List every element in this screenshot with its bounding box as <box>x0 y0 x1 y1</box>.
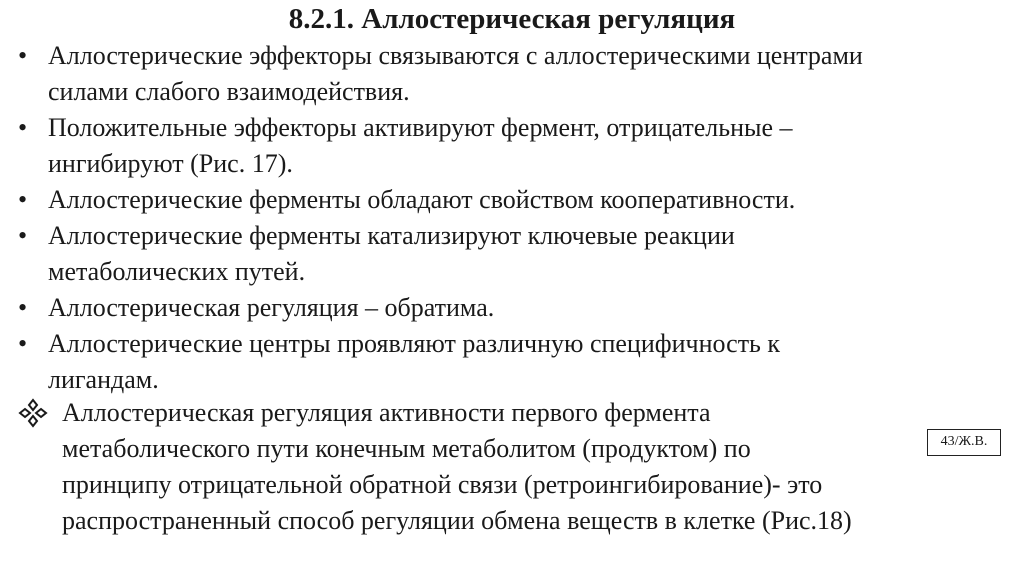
bullet-item-5 <box>0 290 1024 326</box>
bullet-line: силами слабого взаимодействия. <box>48 77 410 106</box>
diamond-line: принципу отрицательной обратной связи (ретроингибирование)- это <box>62 470 823 499</box>
diamond-line: метаболического пути конечным метаболитом (продуктом) по <box>62 434 751 463</box>
bullet-item-4 <box>0 218 1024 290</box>
diamond-line: распространенный способ регуляции обмена веществ в клетке (Рис.18) <box>62 506 852 535</box>
bullet-line: ингибируют (Рис. 17). <box>48 149 293 178</box>
diamond-bullet-item <box>0 395 1024 539</box>
bullet-marker: • <box>18 293 28 322</box>
bullet-item-2 <box>0 110 1024 182</box>
bullet-marker: • <box>18 41 28 70</box>
diamond-line: Аллостерическая регуляция активности первого фермента <box>62 398 711 427</box>
bullet-marker: • <box>18 113 28 142</box>
slide-title: 8.2.1. Аллостерическая регуляция <box>288 3 736 35</box>
bullet-marker: • <box>18 221 28 250</box>
bullet-line: Аллостерические центры проявляют различную специфичность к <box>48 329 781 358</box>
bullet-line: Аллостерические ферменты катализируют ключевые реакции <box>48 221 735 250</box>
bullet-marker: • <box>18 185 28 214</box>
bullet-item-6 <box>0 326 1024 398</box>
bullet-list <box>0 38 1024 398</box>
four-diamond-icon <box>18 398 48 428</box>
bullet-marker: • <box>18 329 28 358</box>
bullet-line: лигандам. <box>48 365 159 394</box>
bullet-item-1 <box>0 38 1024 110</box>
page-reference-box: 43/Ж.В. <box>927 429 1001 456</box>
bullet-line: метаболических путей. <box>48 257 306 286</box>
bullet-line: Аллостерические эффекторы связываются с аллостерическими центрами <box>48 41 863 70</box>
bullet-line: Аллостерические ферменты обладают свойством кооперативности. <box>48 185 796 214</box>
bullet-line: Аллостерическая регуляция – обратима. <box>48 293 495 322</box>
bullet-line: Положительные эффекторы активируют фермент, отрицательные – <box>48 113 793 142</box>
bullet-item-3 <box>0 182 1024 218</box>
